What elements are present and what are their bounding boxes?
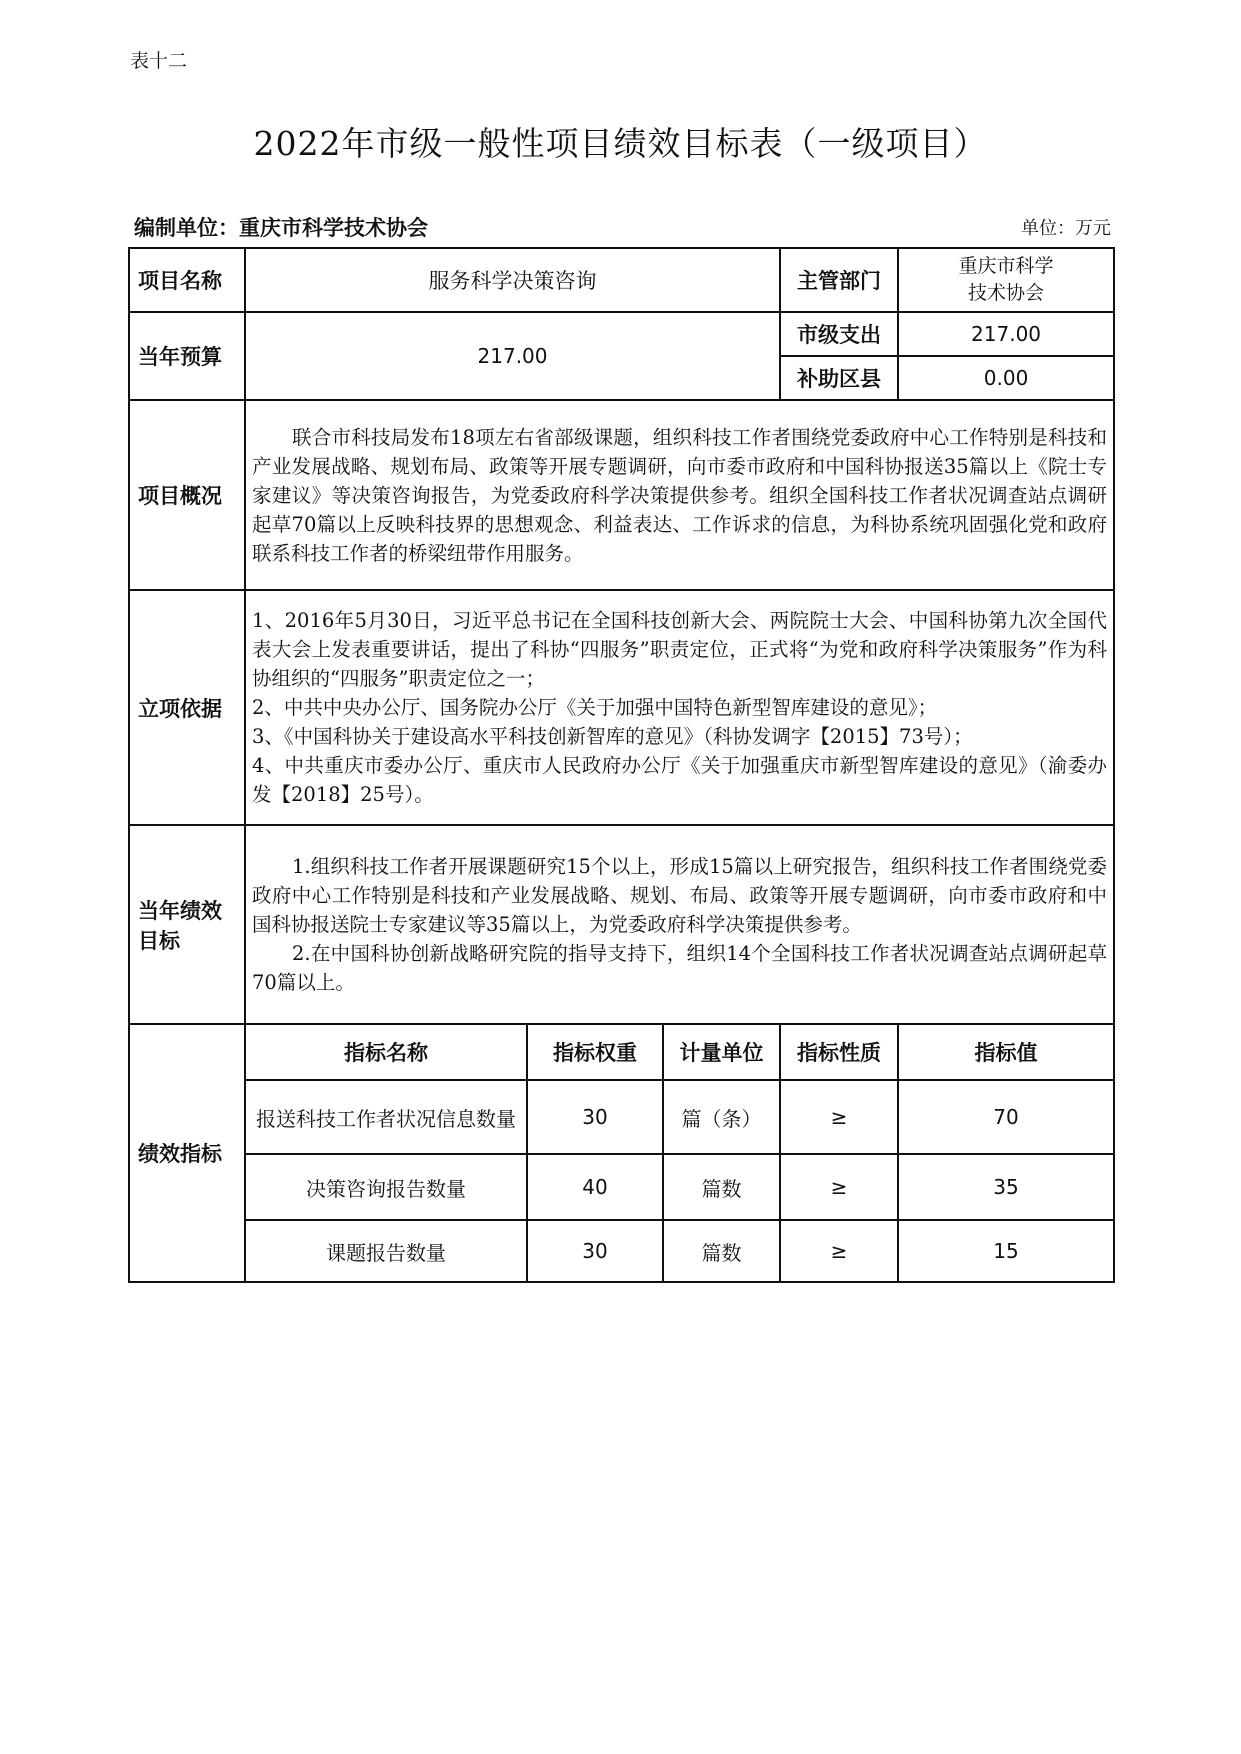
annual-goals-label-line2: 目标 [138, 928, 180, 953]
project-basis-label: 立项依据 [129, 590, 245, 825]
table-row [129, 1080, 1114, 1154]
project-name-value: 服务科学决策咨询 [245, 248, 780, 312]
annual-goals-label [129, 825, 245, 1024]
project-name-label: 项目名称 [129, 248, 245, 312]
table-number: 表十二 [130, 50, 188, 72]
indicator-value: 70 [898, 1080, 1114, 1154]
header-indicator-nature: 指标性质 [780, 1024, 898, 1080]
header-indicator-value: 指标值 [898, 1024, 1114, 1080]
department-value-line2: 技术协会 [968, 282, 1045, 304]
department-value [898, 248, 1114, 312]
annual-budget-value: 217.00 [245, 312, 780, 400]
indicator-weight: 30 [527, 1080, 663, 1154]
indicator-weight: 40 [527, 1154, 663, 1220]
indicator-unit: 篇数 [663, 1220, 780, 1282]
indicator-name: 课题报告数量 [245, 1220, 527, 1282]
basis-item-2: 2、中共中央办公厅、国务院办公厅《关于加强中国特色新型智库建设的意见》； [252, 696, 938, 719]
header-indicator-name: 指标名称 [245, 1024, 527, 1080]
document-title: 2022年市级一般性项目绩效目标表（一级项目） [253, 124, 988, 163]
indicator-nature: ≥ [780, 1154, 898, 1220]
project-overview-label: 项目概况 [129, 400, 245, 590]
basis-item-1: 1、2016年5月30日，习近平总书记在全国科技创新大会、两院院士大会、中国科协第九次全国代表大会上发表重要讲话，提出了科协“四服务”职责定位，正式将“为党和政府科学决策服务”作为科协组织的“四服务”职责定位之一； [252, 609, 1108, 690]
department-value-line1: 重庆市科学 [958, 255, 1054, 277]
indicator-unit: 篇数 [663, 1154, 780, 1220]
table-row [129, 1220, 1114, 1282]
indicator-nature: ≥ [780, 1220, 898, 1282]
indicator-nature: ≥ [780, 1080, 898, 1154]
basis-item-3: 3、《中国科协关于建设高水平科技创新智库的意见》（科协发调字【2015】73号）； [252, 725, 973, 748]
indicator-value: 35 [898, 1154, 1114, 1220]
project-overview-text [245, 400, 1114, 590]
indicator-name: 报送科技工作者状况信息数量 [245, 1080, 527, 1154]
department-label: 主管部门 [780, 248, 898, 312]
indicator-unit: 篇（条） [663, 1080, 780, 1154]
header-indicator-weight: 指标权重 [527, 1024, 663, 1080]
goal-item-1: 1.组织科技工作者开展课题研究15个以上，形成15篇以上研究报告，组织科技工作者围绕党委政府中心工作特别是科技和产业发展战略、规划、布局、政策等开展专题调研，向市委市政府和中国科协报送院士专家建议等35篇以上，为党委政府科学决策提供参考。 [252, 855, 1108, 936]
header-measure-unit: 计量单位 [663, 1024, 780, 1080]
city-expense-value: 217.00 [898, 312, 1114, 356]
compiling-unit: 编制单位：重庆市科学技术协会 [134, 216, 428, 240]
indicator-name: 决策咨询报告数量 [245, 1154, 527, 1220]
district-subsidy-label: 补助区县 [780, 356, 898, 400]
annual-goals-text [245, 825, 1114, 1024]
overview-paragraph: 联合市科技局发布18项左右省部级课题，组织科技工作者围绕党委政府中心工作特别是科技和产业发展战略、规划布局、政策等开展专题调研，向市委市政府和中国科协报送35篇以上《院士专家建议》等决策咨询报告，为党委政府科学决策提供参考。组织全国科技工作者状况调查站点调研起草70篇以上反映科技界的思想观念、利益表达、工作诉求的信息，为科协系统巩固强化党和政府联系科技工作者的桥梁纽带作用服务。 [252, 425, 1108, 565]
performance-target-table [128, 247, 1115, 1283]
indicator-value: 15 [898, 1220, 1114, 1282]
district-subsidy-value: 0.00 [898, 356, 1114, 400]
table-row [129, 1154, 1114, 1220]
project-basis-text [245, 590, 1114, 825]
currency-unit: 单位：万元 [1021, 218, 1111, 239]
indicator-weight: 30 [527, 1220, 663, 1282]
goal-item-2: 2.在中国科协创新战略研究院的指导支持下，组织14个全国科技工作者状况调查站点调研起草70篇以上。 [252, 942, 1108, 994]
annual-goals-label-line1: 当年绩效 [138, 898, 222, 923]
city-expense-label: 市级支出 [780, 312, 898, 356]
annual-budget-label: 当年预算 [129, 312, 245, 400]
basis-item-4: 4、中共重庆市委办公厅、重庆市人民政府办公厅《关于加强重庆市新型智库建设的意见》（渝委办发【2018】25号）。 [252, 754, 1108, 806]
indicators-label: 绩效指标 [129, 1024, 245, 1282]
